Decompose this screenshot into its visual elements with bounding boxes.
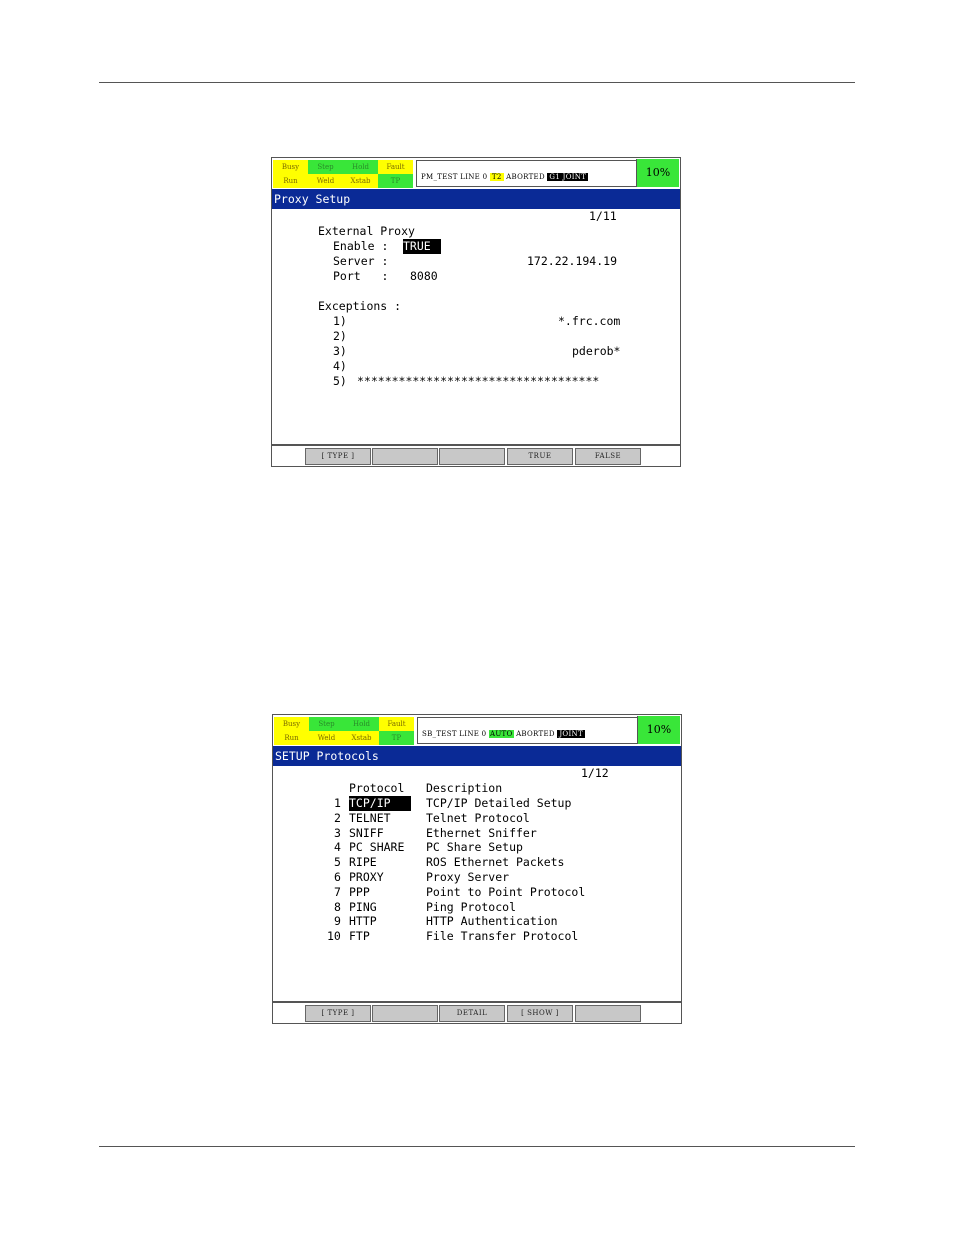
status-lamp-run: Run [273, 174, 308, 188]
f4-true-button[interactable]: TRUE [507, 448, 573, 465]
f5-false-button[interactable]: FALSE [575, 448, 641, 465]
status-lamp-xstab: Xstab [343, 174, 378, 188]
protocol-name[interactable]: HTTP [349, 914, 377, 929]
row-number: 1 [334, 796, 341, 810]
protocol-description: Ping Protocol [426, 899, 517, 914]
mode-badge: AUTO [489, 730, 513, 738]
f2-button[interactable] [372, 448, 438, 465]
coord-system-badge: G1 JOINT [549, 173, 587, 181]
row-number: 4 [334, 840, 341, 855]
f1-type-button[interactable]: [ TYPE ] [305, 448, 371, 465]
external-proxy-heading: External Proxy [318, 224, 415, 238]
status-lamp-xstab: Xstab [344, 731, 379, 745]
protocol-name[interactable]: PROXY [349, 870, 384, 884]
enable-value[interactable]: TRUE [403, 239, 441, 254]
row-number: 3 [334, 825, 341, 840]
override-indicator: 10% [636, 159, 679, 187]
exception-num: 3) [333, 344, 347, 358]
row-number: 6 [334, 870, 341, 884]
page-indicator: 1/12 [581, 766, 609, 780]
protocol-description: Ethernet Sniffer [426, 825, 537, 840]
status-lamp-run: Run [274, 731, 309, 745]
protocol-name[interactable]: FTP [349, 929, 370, 944]
protocol-name[interactable]: PPP [349, 884, 370, 899]
status-line [417, 717, 638, 744]
screen-title: Proxy Setup [272, 189, 680, 209]
f2-button[interactable] [372, 1005, 438, 1022]
row-number: 8 [334, 899, 341, 914]
port-label: Port : [333, 269, 389, 283]
exception-value[interactable]: *.frc.com [558, 314, 621, 328]
protocol-description: File Transfer Protocol [426, 929, 579, 944]
row-number: 7 [334, 884, 341, 899]
status-lamp-fault: Fault [378, 160, 413, 174]
protocol-description: Point to Point Protocol [426, 884, 586, 899]
status-lamp-weld: Weld [308, 174, 343, 188]
run-state: ABORTED [506, 173, 545, 181]
override-indicator: 10% [637, 716, 680, 744]
status-lamp-step: Step [309, 717, 344, 731]
status-lamp-tp: TP [378, 174, 413, 188]
status-bar [273, 715, 681, 746]
header-rule [99, 82, 855, 83]
f3-detail-button[interactable]: DETAIL [439, 1005, 505, 1022]
enable-label: Enable : [333, 239, 389, 253]
footer-rule [99, 1146, 855, 1147]
exception-num: 5) [333, 374, 347, 388]
protocol-description: Proxy Server [426, 870, 510, 884]
protocol-name[interactable]: SNIFF [349, 825, 384, 840]
run-state: ABORTED [516, 730, 555, 738]
protocol-name[interactable]: PC SHARE [349, 840, 405, 855]
page-indicator: 1/11 [589, 209, 617, 223]
exception-num: 1) [333, 314, 347, 328]
row-number: 9 [334, 914, 341, 929]
status-line [416, 160, 637, 187]
row-number: 5 [334, 855, 341, 870]
mode-badge: T2 [491, 173, 502, 181]
status-lamp-fault: Fault [379, 717, 414, 731]
f1-type-button[interactable]: [ TYPE ] [305, 1005, 371, 1022]
protocol-description: HTTP Authentication [426, 914, 558, 929]
protocol-name[interactable]: TELNET [349, 810, 391, 825]
row-number: 10 [327, 929, 341, 944]
status-lamp-hold: Hold [344, 717, 379, 731]
status-lamp-hold: Hold [343, 160, 378, 174]
status-lamp-tp: TP [379, 731, 414, 745]
status-lamp-weld: Weld [309, 731, 344, 745]
f5-button[interactable] [575, 1005, 641, 1022]
protocol-name[interactable]: TCP/IP [349, 796, 411, 811]
f3-button[interactable] [439, 448, 505, 465]
protocol-column-header: Protocol [349, 781, 405, 795]
exception-num: 4) [333, 359, 347, 373]
status-lamp-busy: Busy [273, 160, 308, 174]
function-key-bar [272, 444, 680, 466]
teach-pendant-screen-protocols [272, 714, 682, 1024]
function-key-bar [273, 1001, 681, 1023]
exception-value[interactable]: *********************************** [357, 374, 600, 388]
description-column-header: Description [426, 781, 503, 795]
program-status: PM_TEST LINE 0 [421, 173, 488, 181]
protocol-name[interactable]: PING [349, 899, 377, 914]
coord-system-badge: JOINT [559, 730, 583, 738]
status-lamp-step: Step [308, 160, 343, 174]
protocol-description: TCP/IP Detailed Setup [426, 796, 572, 810]
program-status: SB_TEST LINE 0 [422, 730, 487, 738]
protocol-description: Telnet Protocol [426, 810, 530, 825]
status-lamp-busy: Busy [274, 717, 309, 731]
protocol-description: PC Share Setup [426, 840, 523, 855]
exception-value[interactable]: pderob* [572, 344, 621, 358]
teach-pendant-screen-proxy [271, 157, 681, 467]
f4-show-button[interactable]: [ SHOW ] [507, 1005, 573, 1022]
protocol-name[interactable]: RIPE [349, 855, 377, 870]
server-value[interactable]: 172.22.194.19 [527, 254, 618, 268]
exception-num: 2) [333, 329, 347, 343]
status-bar [272, 158, 680, 189]
server-label: Server : [333, 254, 389, 268]
port-value[interactable]: 8080 [410, 269, 438, 283]
screen-title: SETUP Protocols [273, 746, 681, 766]
protocol-description: ROS Ethernet Packets [426, 855, 565, 870]
row-number: 2 [334, 810, 341, 825]
exceptions-heading: Exceptions : [318, 299, 402, 313]
